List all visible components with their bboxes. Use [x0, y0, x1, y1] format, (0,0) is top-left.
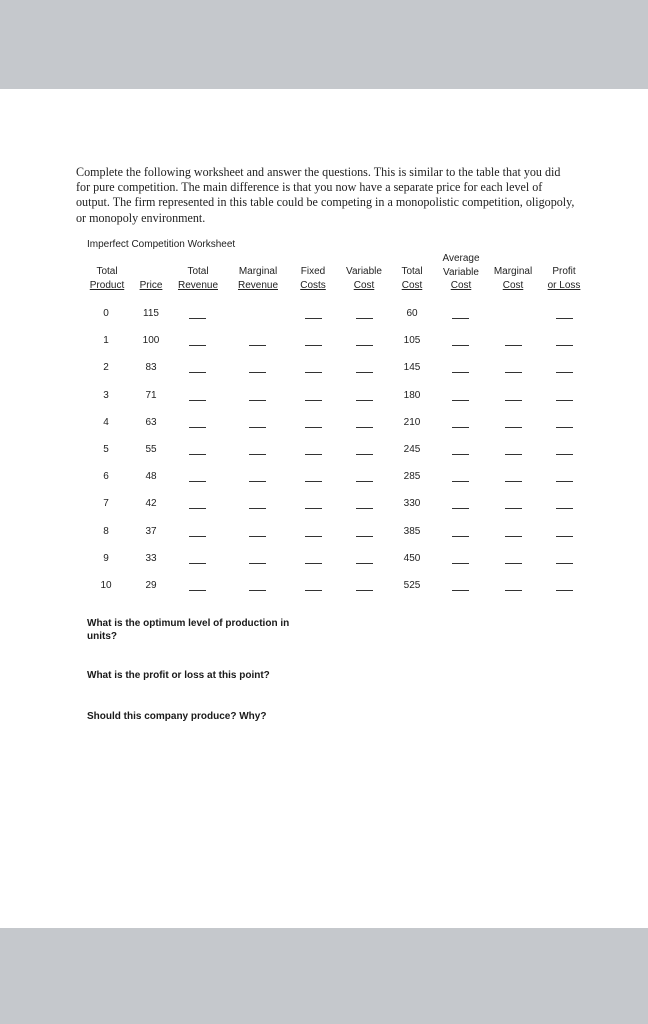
price-value: 55	[145, 444, 157, 455]
marginal-revenue-blank[interactable]	[249, 590, 266, 591]
marginal-cost-blank[interactable]	[505, 536, 522, 537]
avg-variable-cost-blank[interactable]	[452, 372, 469, 373]
marginal-revenue-blank[interactable]	[249, 400, 266, 401]
price-value: 48	[145, 471, 157, 483]
header-fixed-costs: Fixed Costs	[300, 266, 326, 291]
avg-variable-cost-blank[interactable]	[452, 481, 469, 482]
avg-variable-cost-blank[interactable]	[452, 536, 469, 537]
price-value: 37	[145, 525, 157, 537]
total-cost-value: 525	[403, 580, 421, 591]
fixed-costs-blank[interactable]	[305, 508, 322, 509]
marginal-cost-blank[interactable]	[505, 590, 522, 591]
total-product-value: 4	[103, 416, 109, 428]
marginal-revenue-blank[interactable]	[249, 427, 266, 428]
profit-or-loss-blank[interactable]	[556, 536, 573, 537]
price-value: 115	[143, 308, 159, 319]
worksheet-page	[0, 89, 648, 928]
price-value: 42	[145, 498, 157, 510]
marginal-revenue-blank[interactable]	[249, 508, 266, 509]
header-marginal-revenue: Marginal Revenue	[237, 266, 279, 291]
fixed-costs-blank[interactable]	[305, 481, 322, 482]
total-product-value: 10	[100, 580, 112, 591]
fixed-costs-blank[interactable]	[305, 400, 322, 401]
marginal-cost-blank[interactable]	[505, 454, 522, 455]
variable-cost-blank[interactable]	[356, 590, 373, 591]
price-value: 83	[145, 362, 157, 374]
total-product-value: 5	[103, 444, 109, 455]
total-cost-value: 330	[403, 498, 421, 510]
fixed-costs-blank[interactable]	[305, 372, 322, 373]
total-cost-value: 60	[406, 308, 418, 319]
header-price: Price	[139, 279, 163, 291]
marginal-revenue-blank[interactable]	[249, 536, 266, 537]
total-revenue-blank[interactable]	[189, 563, 206, 564]
avg-variable-cost-blank[interactable]	[452, 508, 469, 509]
avg-variable-cost-blank[interactable]	[452, 563, 469, 564]
total-cost-value: 105	[403, 335, 421, 347]
marginal-cost-blank[interactable]	[505, 400, 522, 401]
header-total-revenue: Total Revenue	[177, 266, 219, 291]
total-revenue-blank[interactable]	[189, 481, 206, 482]
total-product-value: 1	[103, 335, 109, 347]
header-total-cost: Total Cost	[401, 266, 423, 291]
total-product-value: 8	[103, 525, 109, 537]
fixed-costs-blank[interactable]	[305, 318, 322, 319]
variable-cost-blank[interactable]	[356, 536, 373, 537]
total-cost-value: 385	[403, 525, 421, 537]
marginal-revenue-blank[interactable]	[249, 372, 266, 373]
avg-variable-cost-blank[interactable]	[452, 318, 469, 319]
intro-paragraph: Complete the following worksheet and answer the questions. This is similar to the table that you did for pure competition. The main difference is that you now have a separate price for each level of output. The firm represented in this table could be competing in a monopolistic competition, oligopoly, or monopoly environment.	[76, 165, 575, 225]
marginal-cost-blank[interactable]	[505, 508, 522, 509]
header-variable-cost: Variable Cost	[346, 266, 382, 291]
variable-cost-blank[interactable]	[356, 563, 373, 564]
variable-cost-blank[interactable]	[356, 372, 373, 373]
marginal-cost-blank[interactable]	[505, 345, 522, 346]
fixed-costs-blank[interactable]	[305, 536, 322, 537]
profit-or-loss-blank[interactable]	[556, 372, 573, 373]
header-average-variable-cost: Average Variable Cost	[442, 253, 480, 291]
total-revenue-blank[interactable]	[189, 400, 206, 401]
price-value: 63	[145, 416, 157, 428]
marginal-cost-blank[interactable]	[505, 372, 522, 373]
price-value: 100	[142, 335, 160, 347]
total-product-value: 2	[103, 362, 109, 374]
marginal-revenue-blank[interactable]	[249, 481, 266, 482]
profit-or-loss-blank[interactable]	[556, 563, 573, 564]
question-should-produce: Should this company produce? Why?	[87, 711, 267, 722]
marginal-cost-blank[interactable]	[505, 427, 522, 428]
variable-cost-blank[interactable]	[356, 345, 373, 346]
fixed-costs-blank[interactable]	[305, 563, 322, 564]
price-value: 71	[145, 389, 157, 401]
header-total-product: Total Product	[89, 266, 125, 291]
profit-or-loss-blank[interactable]	[556, 481, 573, 482]
marginal-cost-blank[interactable]	[505, 481, 522, 482]
question-optimum-level: What is the optimum level of production in units?	[87, 618, 290, 642]
total-revenue-blank[interactable]	[189, 345, 206, 346]
total-product-value: 9	[103, 552, 109, 564]
total-revenue-blank[interactable]	[189, 508, 206, 509]
avg-variable-cost-blank[interactable]	[452, 590, 469, 591]
worksheet-title: Imperfect Competition Worksheet	[87, 239, 236, 250]
profit-or-loss-blank[interactable]	[556, 427, 573, 428]
total-product-value: 3	[103, 389, 109, 401]
fixed-costs-blank[interactable]	[305, 427, 322, 428]
profit-or-loss-blank[interactable]	[556, 590, 573, 591]
total-revenue-blank[interactable]	[189, 427, 206, 428]
profit-or-loss-blank[interactable]	[556, 318, 573, 319]
question-profit-or-loss: What is the profit or loss at this point?	[87, 670, 270, 681]
variable-cost-blank[interactable]	[356, 454, 373, 455]
marginal-revenue-blank[interactable]	[249, 563, 266, 564]
total-cost-value: 145	[403, 362, 421, 374]
marginal-revenue-blank[interactable]	[249, 454, 266, 455]
total-cost-value: 210	[403, 416, 421, 428]
variable-cost-blank[interactable]	[356, 427, 373, 428]
total-revenue-blank[interactable]	[189, 590, 206, 591]
total-cost-value: 245	[403, 444, 421, 455]
header-marginal-cost: Marginal Cost	[493, 266, 533, 291]
marginal-cost-blank[interactable]	[505, 563, 522, 564]
profit-or-loss-blank[interactable]	[556, 454, 573, 455]
total-revenue-blank[interactable]	[189, 536, 206, 537]
header-profit-or-loss: Profit or Loss	[547, 266, 581, 291]
total-cost-value: 180	[403, 389, 421, 401]
total-revenue-blank[interactable]	[189, 318, 206, 319]
avg-variable-cost-blank[interactable]	[452, 427, 469, 428]
avg-variable-cost-blank[interactable]	[452, 345, 469, 346]
price-value: 33	[145, 552, 157, 564]
total-product-value: 7	[103, 498, 109, 510]
variable-cost-blank[interactable]	[356, 400, 373, 401]
variable-cost-blank[interactable]	[356, 318, 373, 319]
total-product-value: 0	[103, 308, 109, 319]
avg-variable-cost-blank[interactable]	[452, 454, 469, 455]
total-cost-value: 285	[403, 471, 421, 483]
profit-or-loss-blank[interactable]	[556, 400, 573, 401]
total-revenue-blank[interactable]	[189, 454, 206, 455]
profit-or-loss-blank[interactable]	[556, 508, 573, 509]
fixed-costs-blank[interactable]	[305, 345, 322, 346]
fixed-costs-blank[interactable]	[305, 454, 322, 455]
avg-variable-cost-blank[interactable]	[452, 400, 469, 401]
total-cost-value: 450	[403, 552, 421, 564]
profit-or-loss-blank[interactable]	[556, 345, 573, 346]
fixed-costs-blank[interactable]	[305, 590, 322, 591]
variable-cost-blank[interactable]	[356, 508, 373, 509]
price-value: 29	[145, 580, 157, 591]
variable-cost-blank[interactable]	[356, 481, 373, 482]
marginal-revenue-blank[interactable]	[249, 345, 266, 346]
total-product-value: 6	[103, 471, 109, 483]
total-revenue-blank[interactable]	[189, 372, 206, 373]
